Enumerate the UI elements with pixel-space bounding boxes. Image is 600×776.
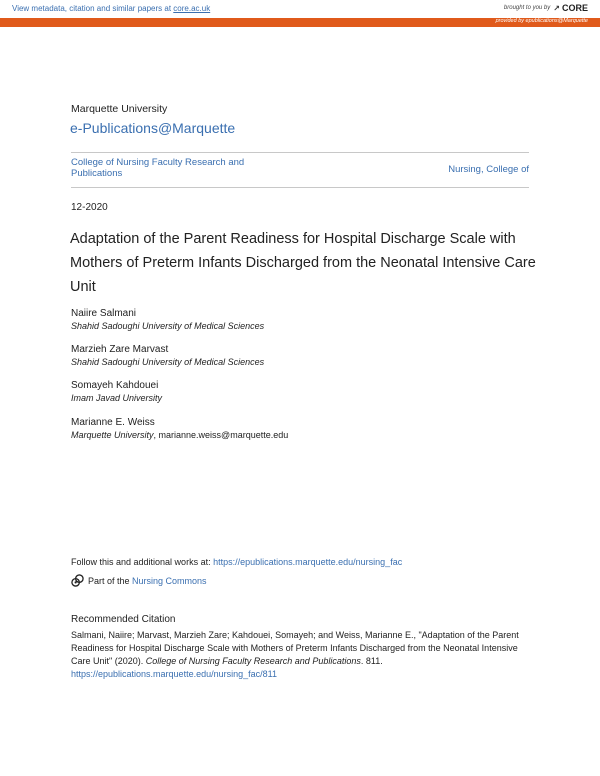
paper-title: Adaptation of the Parent Readiness for Hospital Discharge Scale with Mothers of Preterm Infants Discharged from the Neonatal Intensive Care Unit (70, 231, 536, 295)
author-name: Marzieh Zare Marvast (71, 344, 169, 355)
repository-link[interactable]: e-Publications@Marquette (70, 120, 236, 136)
citation-series: College of Nursing Faculty Research and Publications (145, 656, 361, 666)
author-name: Somayeh Kahdouei (71, 380, 159, 391)
author-name: Naiire Salmani (71, 308, 137, 319)
core-logo[interactable] (553, 3, 588, 13)
collection-link[interactable]: College of Nursing Faculty Research and Publications (71, 157, 245, 179)
divider-top (71, 152, 529, 153)
citation-number: . 811. (360, 656, 383, 666)
author-affiliation-text: Marquette University (71, 430, 154, 440)
author-entry (71, 343, 264, 369)
nursing-commons-link[interactable]: Nursing Commons (132, 575, 207, 586)
author-affiliation-text: Shahid Sadoughi University of Medical Sciences (71, 357, 265, 367)
college-link[interactable]: Nursing, College of (448, 164, 529, 175)
creative-commons-icon (71, 574, 84, 587)
core-banner (0, 0, 600, 18)
recommended-citation-heading: Recommended Citation (71, 614, 176, 625)
publication-date: 12-2020 (71, 202, 108, 213)
institution-name: Marquette University (71, 103, 168, 115)
citation-text: Salmani, Naiire; Marvast, Marzieh Zare; Kahdouei, Somayeh; and Weiss, Marianne E., "Adaptation of the Parent Readiness for Hospital Discharge Scale with Mothers of Preterm Infants Discharged from the Neonatal Intensive Care Unit" (2020). (71, 630, 519, 666)
part-of-prefix: Part of the (88, 575, 133, 586)
core-brought-by: brought to you by (503, 5, 551, 11)
divider-bottom (71, 187, 529, 188)
author-name: Marianne E. Weiss (71, 417, 155, 428)
core-metadata-link[interactable] (12, 4, 210, 13)
author-affiliation-text: Shahid Sadoughi University of Medical Sciences (71, 321, 265, 331)
core-arrow-icon: ↗ (553, 3, 560, 13)
core-logo-text: CORE (561, 3, 588, 13)
author-entry (71, 307, 264, 333)
core-link-prefix[interactable]: View metadata, citation and similar papers at (12, 4, 174, 13)
author-entry (71, 379, 162, 405)
follow-line (71, 557, 402, 567)
core-provided-by[interactable]: provided by epublications@Marquette (495, 18, 588, 24)
core-provided-bar (0, 18, 600, 27)
author-affiliation-text: Imam Javad University (71, 393, 163, 403)
part-of-line (71, 574, 207, 587)
author-affiliation (71, 392, 162, 405)
author-affiliation (71, 356, 264, 369)
author-affiliation (71, 320, 264, 333)
recommended-citation (71, 629, 531, 681)
author-email: , marianne.weiss@marquette.edu (153, 430, 289, 440)
core-brand (504, 3, 588, 13)
author-affiliation (71, 429, 288, 442)
author-entry (71, 416, 288, 442)
core-link-domain[interactable]: core.ac.uk (173, 4, 211, 13)
follow-link[interactable]: https://epublications.marquette.edu/nursing_fac (213, 557, 403, 567)
follow-text: Follow this and additional works at: (71, 557, 214, 567)
citation-link[interactable]: https://epublications.marquette.edu/nursing_fac/811 (71, 669, 277, 679)
